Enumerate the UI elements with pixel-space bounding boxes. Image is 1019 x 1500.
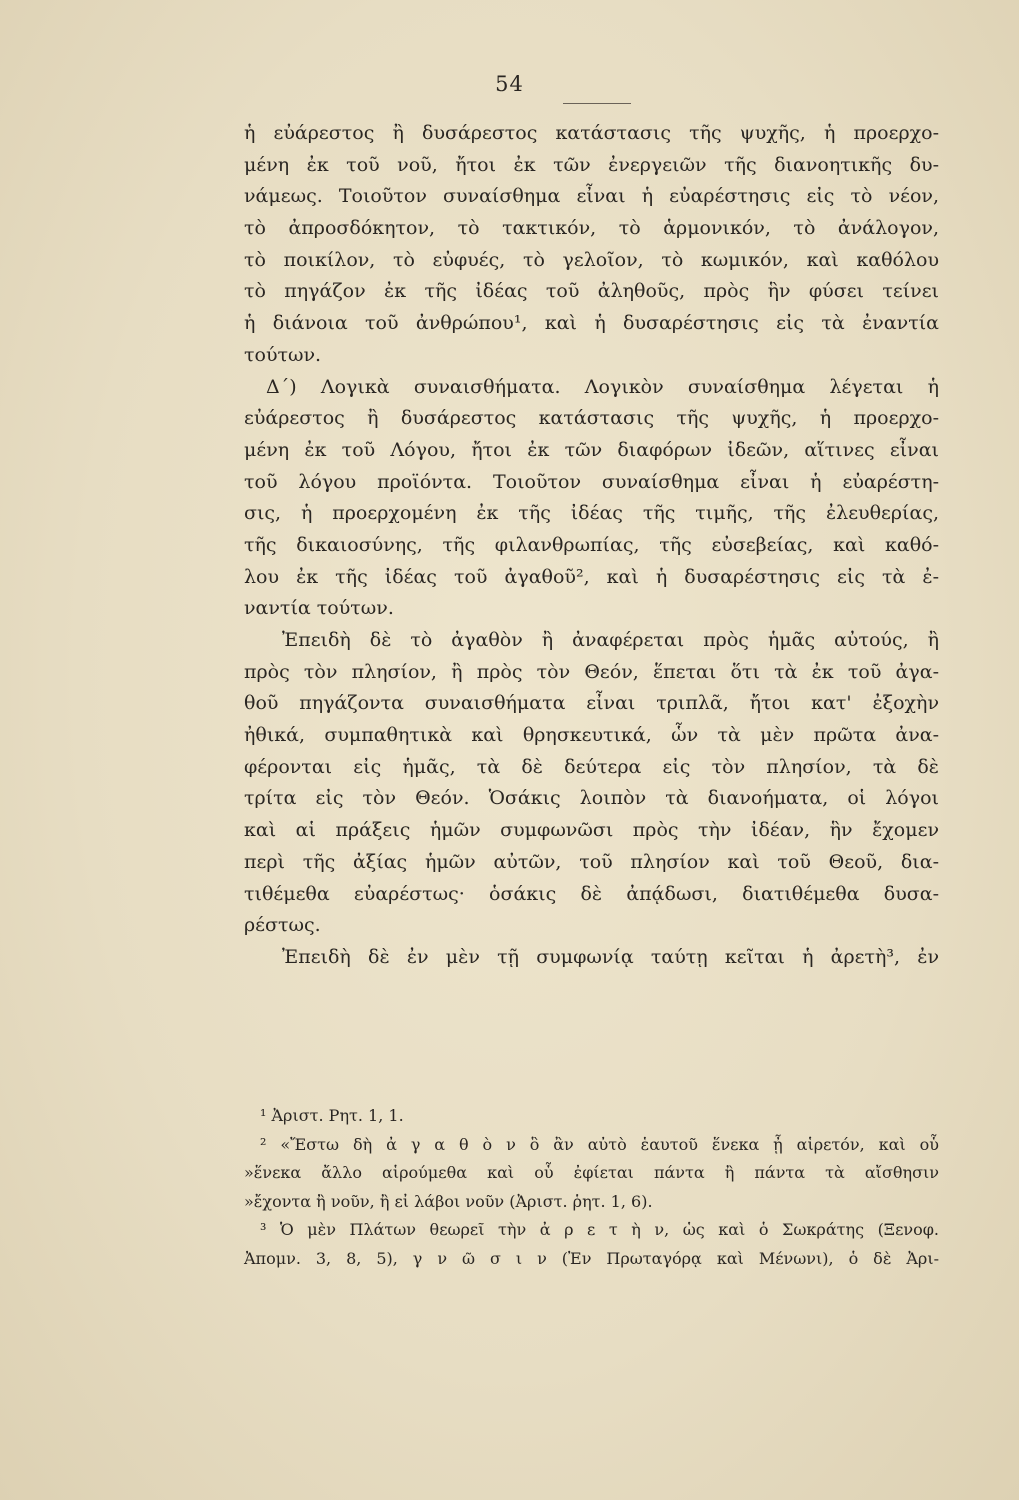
text-line: ἡ εὐάρεστος ἢ δυσάρεστος κατάστασις τῆς ψυχῆς, ἡ προερχο-	[244, 122, 939, 144]
text-line: περὶ τῆς ἀξίας ἡμῶν αὐτῶν, τοῦ πλησίον καὶ τοῦ Θεοῦ, δια-	[244, 850, 939, 873]
text-line: τὸ ἀπροσδόκητον, τὸ τακτικόν, τὸ ἁρμονικόν, τὸ ἀνάλογον,	[244, 217, 939, 240]
text-line: λου ἐκ τῆς ἰδέας τοῦ ἀγαθοῦ², καὶ ἡ δυσαρέστησις εἰς τὰ ἐ-	[244, 565, 939, 588]
text-line: θοῦ πηγάζοντα συναισθήματα εἶναι τριπλᾶ, ἤτοι κατ' ἐξοχὴν	[244, 692, 939, 715]
text-line: τιθέμεθα εὐαρέστως· ὁσάκις δὲ ἀπᾴδωσι, διατιθέμεθα δυσα-	[244, 882, 939, 905]
text-line: τῆς δικαιοσύνης, τῆς φιλανθρωπίας, τῆς εὐσεβείας, καὶ καθό-	[244, 533, 939, 556]
text-line: μένη ἐκ τοῦ Λόγου, ἤτοι ἐκ τῶν διαφόρων ἰδεῶν, αἵτινες εἶναι	[244, 438, 939, 461]
text-line: ἠθικά, συμπαθητικὰ καὶ θρησκευτικά, ὧν τὰ μὲν πρῶτα ἀνα-	[244, 724, 939, 747]
text-line: τὸ πηγάζον ἐκ τῆς ἰδέας τοῦ ἀληθοῦς, πρὸς ἣν φύσει τείνει	[244, 280, 939, 303]
text-line: μένη ἐκ τοῦ νοῦ, ἤτοι ἐκ τῶν ἐνεργειῶν τῆς διανοητικῆς δυ-	[244, 153, 939, 176]
footnote-line: ³ Ὁ μὲν Πλάτων θεωρεῖ τὴν ἀ ρ ε τ ὴ ν, ὡς καὶ ὁ Σωκράτης (Ξενοφ.	[260, 1220, 939, 1239]
main-text	[244, 118, 939, 974]
text-line: φέρονται εἰς ἡμᾶς, τὰ δὲ δεύτερα εἰς τὸν πλησίον, τὰ δὲ	[244, 755, 939, 778]
section-heading-line: Δ΄) Λογικὰ συναισθήματα. Λογικὸν συναίσθημα λέγεται ἡ	[266, 375, 939, 398]
footnote-line: »ἕνεκα ἄλλο αἱρούμεθα καὶ οὗ ἐφίεται πάντα ἢ πάντα τὰ αἴσθησιν	[244, 1163, 939, 1182]
text-line: τοῦ λόγου προϊόντα. Τοιοῦτον συναίσθημα εἶναι ἡ εὐαρέστη-	[244, 470, 939, 493]
text-line: καὶ αἱ πράξεις ἡμῶν συμφωνῶσι πρὸς τὴν ἰδέαν, ἣν ἔχομεν	[244, 819, 939, 842]
footnote-line: ² «Ἔστω δὴ ἀ γ α θ ὸ ν ὃ ἂν αὐτὸ ἑαυτοῦ ἕνεκα ᾖ αἱρετόν, καὶ οὗ	[260, 1134, 939, 1154]
text-line: ναντία τούτων.	[244, 597, 394, 620]
text-line: νάμεως. Τοιοῦτον συναίσθημα εἶναι ἡ εὐαρέστησις εἰς τὸ νέον,	[244, 185, 939, 208]
page-number: 54	[495, 72, 524, 96]
text-line: ἡ διάνοια τοῦ ἀνθρώπου¹, καὶ ἡ δυσαρέστησις εἰς τὰ ἐναντία	[244, 312, 939, 335]
footnote-line: ¹ Ἀριστ. Ρητ. 1, 1.	[260, 1106, 404, 1125]
text-line: τρίτα εἰς τὸν Θεόν. Ὁσάκις λοιπὸν τὰ διανοήματα, οἱ λόγοι	[244, 787, 939, 810]
footnotes	[244, 1102, 939, 1273]
header-rule	[563, 103, 631, 104]
footnote-line: Ἀπομν. 3, 8, 5), γ ν ῶ σ ι ν (Ἐν Πρωταγόρᾳ καὶ Μένωνι), ὁ δὲ Ἀρι-	[244, 1248, 939, 1268]
text-line: τὸ ποικίλον, τὸ εὐφυές, τὸ γελοῖον, τὸ κωμικόν, καὶ καθόλου	[244, 248, 939, 271]
paragraph-start-line: Ἐπειδὴ δὲ τὸ ἀγαθὸν ἢ ἀναφέρεται πρὸς ἡμᾶς αὐτούς, ἢ	[282, 629, 939, 651]
text-line: τούτων.	[244, 343, 322, 366]
text-line: ρέστως.	[244, 914, 321, 937]
text-line: εὐάρεστος ἢ δυσάρεστος κατάστασις τῆς ψυχῆς, ἡ προερχο-	[244, 407, 939, 430]
text-line: πρὸς τὸν πλησίον, ἢ πρὸς τὸν Θεόν, ἕπεται ὅτι τὰ ἐκ τοῦ ἀγα-	[244, 660, 939, 683]
text-line: σις, ἡ προερχομένη ἐκ τῆς ἰδέας τῆς τιμῆς, τῆς ἐλευθερίας,	[244, 502, 939, 525]
footnote-line: »ἔχοντα ἢ νοῦν, ἢ εἰ λάβοι νοῦν (Ἀριστ. ῥητ. 1, 6).	[244, 1191, 653, 1211]
paragraph-start-line: Ἐπειδὴ δὲ ἐν μὲν τῇ συμφωνίᾳ ταύτῃ κεῖται ἡ ἀρετὴ³, ἐν	[282, 945, 939, 968]
